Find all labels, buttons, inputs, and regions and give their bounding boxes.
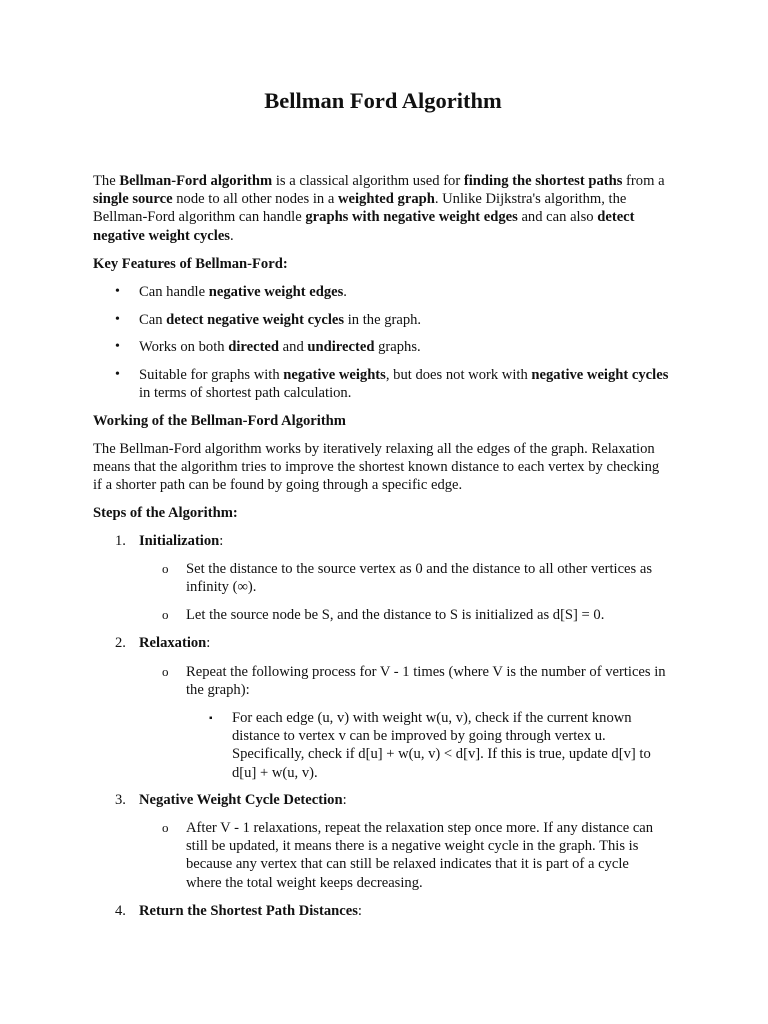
step-2-sub-1 <box>93 663 673 699</box>
feature-text-part: Can <box>139 312 167 328</box>
step-item-3 <box>93 791 673 809</box>
sub-text: After V - 1 relaxations, repeat the relaxation step once more. If any distance can still be updated, it means there is a negative weight cycle in the graph. This is because any vertex that can still be relaxed indicates that it is part of a cycle where the total weight keeps decreasing. <box>186 820 654 891</box>
step-colon: : <box>219 533 224 549</box>
intro-text-6: and can also <box>517 209 598 226</box>
sub-bullet-marker: o <box>162 820 169 835</box>
feature-text <box>139 283 671 301</box>
sub-sub-text: For each edge (u, v) with weight w(u, v), check if the current known distance to vertex v can be improved by going through vertex u. Specifically, check if d[u] + w(u, v) < d[v]. If this is true, update d[v] to d[u] + w(u, v). <box>232 710 651 781</box>
step-item-1 <box>93 532 673 550</box>
working-heading: Working of the Bellman-Ford Algorithm <box>93 413 346 429</box>
step-number: 2. <box>115 635 126 651</box>
step-item-4 <box>93 902 673 920</box>
intro-bold-2: finding the shortest paths <box>463 173 623 189</box>
steps-heading: Steps of the Algorithm: <box>93 505 238 521</box>
feature-item-2 <box>93 311 673 329</box>
sub-text: Let the source node be S, and the distance to S is initialized as d[S] = 0. <box>186 607 605 623</box>
feature-text-part: . <box>343 284 347 300</box>
step-title: Initialization <box>139 533 220 549</box>
intro-text-5: . Unlike Dijkstra's algorithm, the Bellman-Ford algorithm can handle <box>93 191 627 226</box>
feature-text-part: graphs. <box>374 339 421 355</box>
sub-text: Set the distance to the source vertex as 0 and the distance to all other vertices as infinity (∞). <box>186 561 653 596</box>
intro-paragraph <box>93 172 668 245</box>
sub-text: Repeat the following process for V - 1 times (where V is the number of vertices in the graph): <box>186 664 666 699</box>
step-title-line <box>139 532 671 550</box>
feature-text-part: in the graph. <box>344 312 422 328</box>
step-title: Relaxation <box>139 635 207 651</box>
intro-bold-4: weighted graph <box>337 191 435 208</box>
feature-text <box>139 366 671 402</box>
step-number: 4. <box>115 903 126 919</box>
step-colon: : <box>357 903 362 919</box>
feature-bold-part: undirected <box>307 339 375 355</box>
feature-bold-part: negative weight edges <box>208 284 344 300</box>
sub-bullet-marker: o <box>162 561 169 576</box>
feature-text-part: and <box>279 339 308 355</box>
intro-bold-1: Bellman-Ford algorithm <box>119 173 273 189</box>
feature-item-1 <box>93 283 673 301</box>
intro-text-3: from a <box>622 173 665 189</box>
step-title-line <box>139 634 671 652</box>
feature-bold-part: negative weights <box>283 367 386 383</box>
bullet-marker: • <box>115 339 120 354</box>
step-item-2 <box>93 634 673 652</box>
feature-text-part: , but does not work with <box>385 367 532 383</box>
feature-bold-part: directed <box>228 339 280 355</box>
intro-text-1: The <box>93 173 120 189</box>
feature-text-part: Can handle <box>139 284 209 300</box>
step-title-line <box>139 791 671 809</box>
step-title: Negative Weight Cycle Detection <box>139 792 343 808</box>
feature-text <box>139 338 671 356</box>
step-colon: : <box>206 635 211 651</box>
intro-text-7: . <box>229 227 234 244</box>
feature-item-4 <box>93 366 673 402</box>
step-colon: : <box>342 792 347 808</box>
sub-bullet-marker: o <box>162 664 169 679</box>
intro-bold-5: graphs with negative weight edges <box>305 209 518 226</box>
feature-text-part: Suitable for graphs with <box>139 367 284 383</box>
feature-item-3 <box>93 338 673 356</box>
page-title: Bellman Ford Algorithm <box>264 88 502 113</box>
sub-bullet-marker: o <box>162 607 169 622</box>
square-bullet-marker: ▪ <box>209 713 213 724</box>
bullet-marker: • <box>115 312 120 327</box>
step-number: 1. <box>115 533 126 549</box>
step-number: 3. <box>115 792 126 808</box>
step-1-sub-1 <box>93 560 673 596</box>
step-title-line <box>139 902 671 920</box>
feature-bold-part: negative weight cycles <box>531 367 669 383</box>
intro-text-4: node to all other nodes in a <box>172 191 338 208</box>
features-heading: Key Features of Bellman-Ford: <box>93 256 288 272</box>
feature-text <box>139 311 671 329</box>
intro-bold-6: detect negative weight cycles <box>93 209 635 244</box>
intro-bold-3: single source <box>93 191 173 208</box>
step-3-sub-1 <box>93 819 673 892</box>
intro-text-2: is a classical algorithm used for <box>272 173 464 189</box>
feature-text-part: in terms of shortest path calculation. <box>139 385 352 402</box>
step-title: Return the Shortest Path Distances <box>139 903 358 919</box>
step-1-sub-2 <box>93 606 673 624</box>
working-paragraph: The Bellman-Ford algorithm works by iteratively relaxing all the edges of the graph. Relaxation means that the algorithm tries to improve the shortest known distance to each vertex by checking if a shorter path can be found by going through a specific edge. <box>93 441 660 494</box>
bullet-marker: • <box>115 284 120 299</box>
feature-bold-part: detect negative weight cycles <box>166 312 345 328</box>
step-2-sub-sub-1 <box>93 709 673 782</box>
bullet-marker: • <box>115 367 120 382</box>
feature-text-part: Works on both <box>139 339 229 355</box>
